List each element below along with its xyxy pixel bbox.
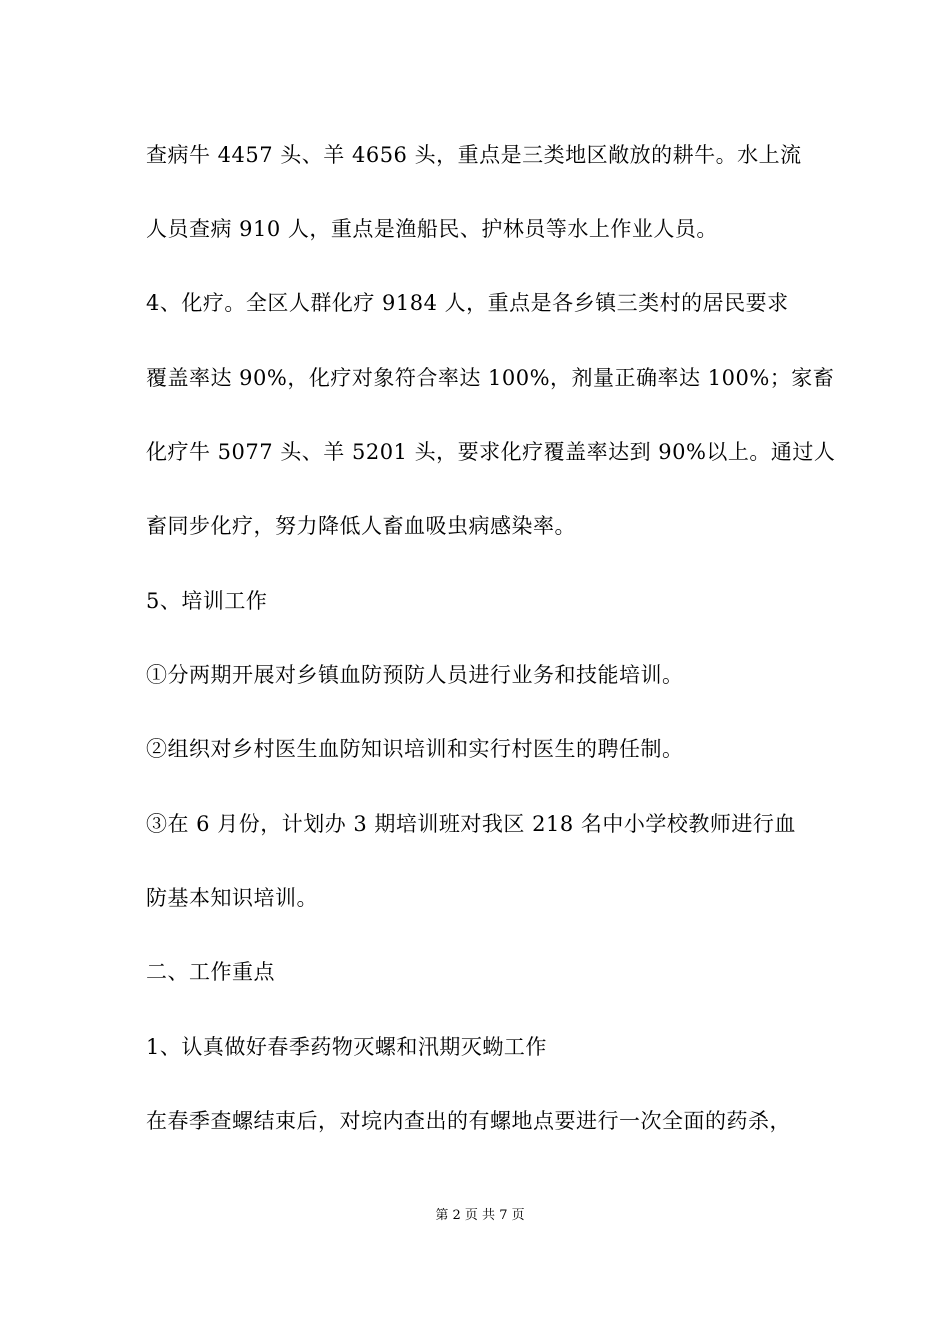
paragraph-line: 防基本知识培训。 bbox=[146, 886, 318, 910]
paragraph-line: 人员查病 910 人，重点是渔船民、护林员等水上作业人员。 bbox=[146, 217, 718, 241]
list-item: ②组织对乡村医生血防知识培训和实行村医生的聘任制。 bbox=[146, 737, 684, 761]
list-item: ③在 6 月份，计划办 3 期培训班对我区 218 名中小学校教师进行血 bbox=[146, 812, 796, 836]
subsection-heading: 1、认真做好春季药物灭螺和汛期灭蚴工作 bbox=[146, 1035, 547, 1059]
paragraph-line: 化疗牛 5077 头、羊 5201 头，要求化疗覆盖率达到 90%以上。通过人 bbox=[146, 440, 836, 464]
paragraph-line: 覆盖率达 90%，化疗对象符合率达 100%，剂量正确率达 100%；家畜 bbox=[146, 366, 835, 390]
paragraph-line: 畜同步化疗，努力降低人畜血吸虫病感染率。 bbox=[146, 514, 576, 538]
page-footer: 第 2 页 共 7 页 bbox=[435, 1208, 525, 1223]
paragraph-line: 在春季查螺结束后，对垸内查出的有螺地点要进行一次全面的药杀， bbox=[146, 1109, 791, 1133]
section-heading: 5、培训工作 bbox=[146, 589, 268, 613]
section-heading: 二、工作重点 bbox=[146, 960, 275, 984]
paragraph-line: 查病牛 4457 头、羊 4656 头，重点是三类地区敞放的耕牛。水上流 bbox=[146, 143, 802, 167]
list-item: ①分两期开展对乡镇血防预防人员进行业务和技能培训。 bbox=[146, 663, 684, 687]
paragraph-line: 4、化疗。全区人群化疗 9184 人，重点是各乡镇三类村的居民要求 bbox=[146, 291, 789, 315]
